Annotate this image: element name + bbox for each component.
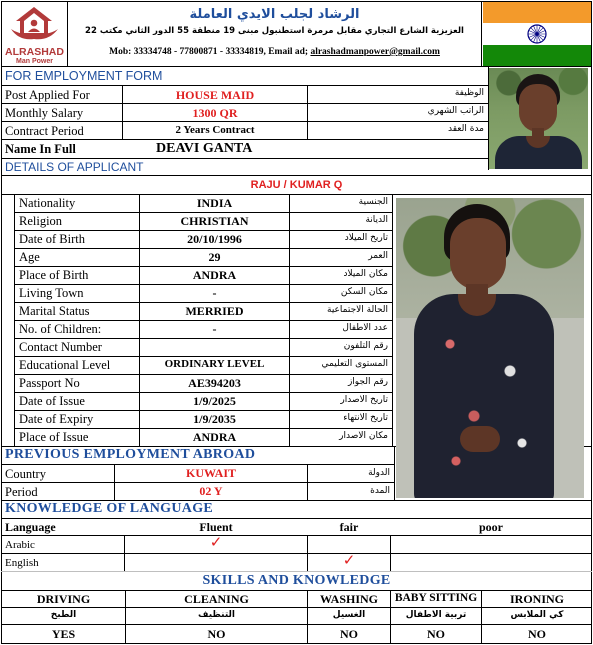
children-value: - — [212, 322, 217, 336]
education-value: ORDINARY LEVEL — [164, 358, 265, 370]
salary-value: 1300 QR — [192, 106, 238, 120]
skill-babysitting-value: NO — [427, 627, 445, 641]
expiry-date-value: 1/9/2035 — [193, 412, 236, 426]
skill-washing-label: WASHING — [319, 592, 378, 606]
contract-value: 2 Years Contract — [175, 124, 255, 136]
post-applied-label: Post Applied For — [5, 88, 90, 102]
period-label-ar: المدة — [370, 486, 390, 496]
applicant-photo-portrait — [489, 68, 588, 169]
children-label: No. of Children: — [19, 322, 102, 336]
skill-washing-value: NO — [340, 627, 358, 641]
applicant-section-title: DETAILS OF APPLICANT — [5, 160, 144, 174]
living-town-value: - — [212, 286, 217, 300]
religion-label: Religion — [19, 214, 63, 228]
living-town-label-ar: مكان السكن — [340, 287, 388, 297]
skill-ironing-value: NO — [528, 627, 546, 641]
employment-section-title: FOR EMPLOYMENT FORM — [5, 69, 163, 83]
name-label: Name In Full — [5, 142, 76, 156]
country-value: KUWAIT — [185, 466, 236, 480]
birthplace-value: ANDRA — [192, 268, 237, 282]
salary-label: Monthly Salary — [5, 106, 84, 120]
passport-value: AE394203 — [188, 376, 241, 390]
email-link[interactable]: alrashadmanpower@gmail.com — [310, 47, 440, 57]
ashoka-chakra-icon — [527, 24, 547, 44]
age-label: Age — [19, 250, 40, 264]
expiry-date-label: Date of Expiry — [19, 412, 94, 426]
contact-label: Contact Number — [19, 340, 102, 354]
logo-subtext: Man Power — [16, 58, 53, 65]
passport-label-ar: رقم الجواز — [347, 377, 388, 387]
english-label: English — [5, 557, 39, 569]
skill-cleaning-label: CLEANING — [184, 592, 249, 606]
fair-header: fair — [339, 520, 359, 534]
country-label: Country — [5, 467, 46, 481]
religion-value: CHRISTIAN — [180, 214, 249, 228]
skill-driving-value: YES — [51, 627, 76, 641]
issue-place-label-ar: مكان الاصدار — [339, 431, 388, 441]
period-label: Period — [5, 485, 38, 499]
post-applied-label-ar: الوظيفة — [454, 88, 484, 98]
salary-label-ar: الراتب الشهري — [427, 106, 484, 116]
marital-value: MERRIED — [185, 304, 244, 318]
contract-label-ar: مدة العقد — [448, 124, 484, 134]
agent-name: RAJU / KUMAR Q — [250, 179, 343, 191]
marital-label-ar: الحالة الاجتماعية — [327, 305, 388, 315]
company-address-ar: العزيزية الشارع التجاري مقابل مرمرة استطنبول مبنى 19 منطقة 55 الدور الثاني مكتب 22 — [85, 26, 464, 36]
company-logo — [3, 3, 66, 65]
house-hands-icon — [3, 3, 66, 43]
post-applied-value: HOUSE MAID — [175, 88, 255, 102]
religion-label-ar: الديانة — [365, 215, 388, 225]
nationality-label-ar: الجنسية — [358, 197, 388, 207]
birthplace-label-ar: مكان الميلاد — [343, 269, 388, 279]
education-label: Educational Level — [19, 358, 111, 372]
living-town-label: Living Town — [19, 286, 84, 300]
age-label-ar: العمر — [368, 251, 388, 261]
issue-place-value: ANDRA — [192, 430, 237, 444]
company-title-ar: الرشاد لجلب الايدي العاملة — [189, 7, 360, 22]
dob-value: 20/10/1996 — [187, 232, 242, 246]
birthplace-label: Place of Birth — [19, 268, 89, 282]
skill-babysitting-label: BABY SITTING — [394, 592, 478, 604]
name-value: DEAVI GANTA — [156, 141, 253, 156]
skill-driving-label: DRIVING — [36, 592, 91, 606]
marital-label: Marital Status — [19, 304, 90, 318]
arabic-fluent-check: ✓ — [209, 535, 223, 551]
passport-label: Passport No — [19, 376, 80, 390]
poor-header: poor — [479, 520, 503, 534]
language-section-title: KNOWLEDGE OF LANGUAGE — [5, 501, 214, 516]
nationality-label: Nationality — [19, 196, 76, 210]
dob-label: Date of Birth — [19, 232, 85, 246]
skill-washing-ar: الغسيل — [332, 610, 366, 620]
expiry-date-label-ar: تاريخ الانتهاء — [343, 413, 388, 423]
skill-cleaning-ar: التنظيف — [198, 610, 235, 620]
issue-date-label: Date of Issue — [19, 394, 85, 408]
skill-driving-ar: الطبخ — [50, 610, 77, 620]
age-value: 29 — [208, 250, 221, 264]
skill-ironing-ar: كي الملابس — [510, 610, 564, 620]
skills-section-title: SKILLS AND KNOWLEDGE — [202, 573, 391, 588]
children-label-ar: عدد الاطفال — [342, 323, 388, 333]
issue-date-value: 1/9/2025 — [193, 394, 236, 408]
skill-ironing-label: IRONING — [509, 592, 564, 606]
applicant-photo-full — [396, 198, 584, 498]
contract-label: Contract Period — [5, 124, 84, 138]
education-label-ar: المستوى التعليمي — [321, 359, 388, 369]
flag-india — [483, 2, 591, 66]
skill-babysitting-ar: تربية الاطفال — [405, 610, 467, 620]
contact-line — [68, 48, 481, 58]
english-fair-check: ✓ — [342, 553, 356, 569]
nationality-value: INDIA — [196, 196, 233, 210]
language-header: Language — [5, 520, 56, 534]
issue-date-label-ar: تاريخ الاصدار — [340, 395, 388, 405]
previous-section-title: PREVIOUS EMPLOYMENT ABROAD — [5, 447, 256, 462]
dob-label-ar: تاريخ الميلاد — [344, 233, 388, 243]
issue-place-label: Place of Issue — [19, 430, 89, 444]
phone-numbers: Mob: 33334748 - 77800871 - 33334819, Email ad; — [109, 47, 309, 57]
logo-text: ALRASHAD — [5, 46, 64, 58]
fluent-header: Fluent — [199, 520, 233, 534]
arabic-label: Arabic — [5, 539, 35, 551]
skill-cleaning-value: NO — [207, 627, 226, 641]
contact-label-ar: رقم التلفون — [343, 341, 388, 351]
country-label-ar: الدولة — [368, 468, 390, 478]
period-value: 02 Y — [199, 484, 223, 498]
